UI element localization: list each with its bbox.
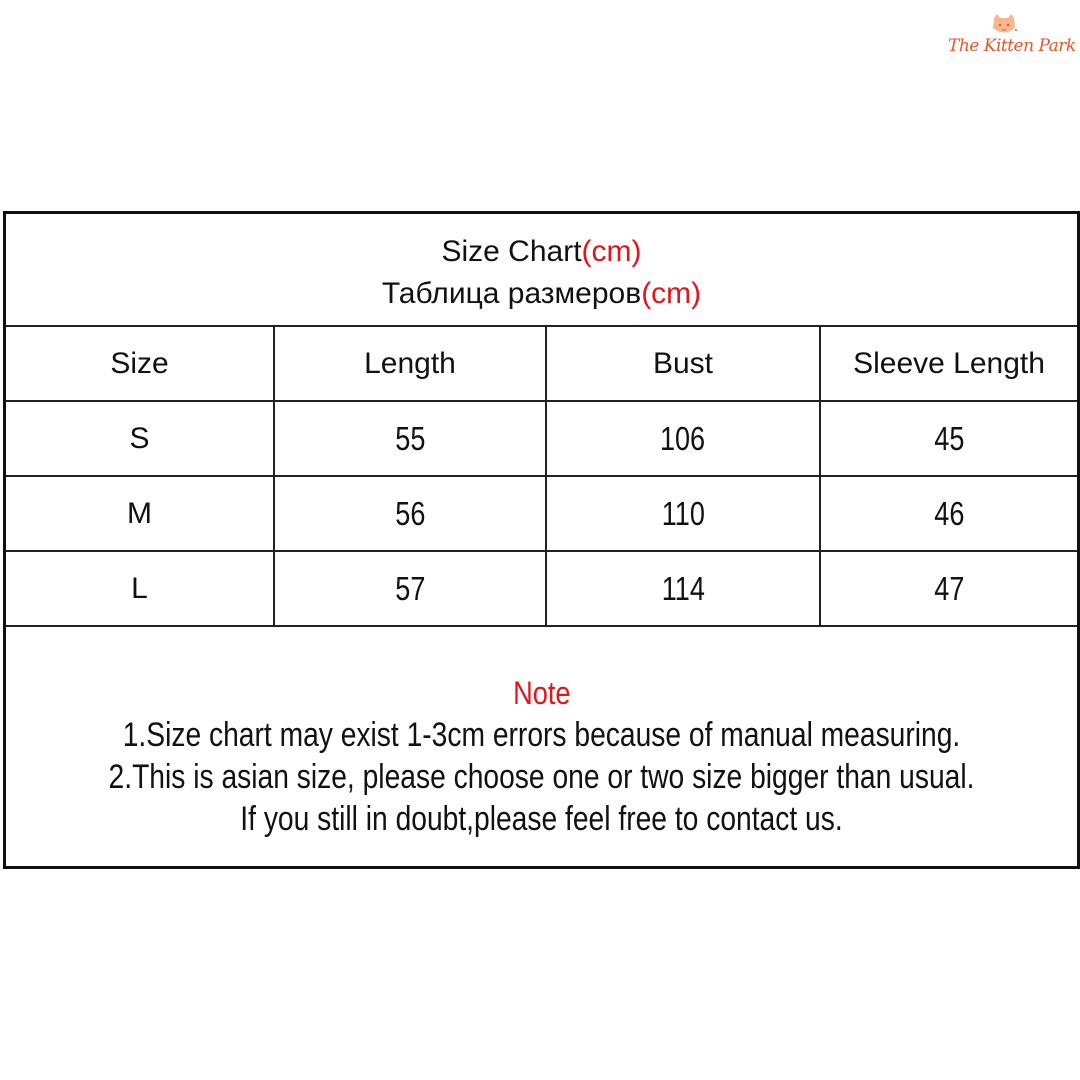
title-russian (6, 273, 1077, 315)
bust-cell (546, 551, 820, 626)
size-cell: S (6, 401, 274, 476)
bust-value: 114 (661, 569, 705, 607)
size-cell: M (6, 476, 274, 551)
chart-title (6, 214, 1077, 327)
length-cell (274, 401, 546, 476)
cat-face-icon (991, 14, 1017, 36)
column-header-size: Size (6, 327, 274, 401)
bust-cell (546, 401, 820, 476)
length-value: 57 (394, 569, 426, 607)
bust-value: 110 (661, 494, 705, 532)
column-header-sleeve-length: Sleeve Length (820, 327, 1077, 401)
title-english (6, 231, 1077, 273)
column-header-length: Length (274, 327, 546, 401)
brand-logo (948, 14, 1076, 66)
length-cell (274, 551, 546, 626)
sleeve-cell (820, 401, 1077, 476)
table-row (6, 551, 1077, 626)
brand-name: The Kitten Park (948, 36, 1076, 56)
note-title: Note (512, 675, 571, 711)
header-row (6, 327, 1077, 401)
sleeve-value: 45 (933, 419, 965, 457)
sleeve-value: 47 (933, 569, 965, 607)
length-value: 55 (394, 419, 426, 457)
table-row (6, 476, 1077, 551)
size-table (6, 327, 1077, 627)
length-value: 56 (394, 494, 426, 532)
note-section (6, 636, 1077, 866)
table-row (6, 401, 1077, 476)
sleeve-cell (820, 551, 1077, 626)
sleeve-cell (820, 476, 1077, 551)
note-line-2: 2.This is asian size, please choose one or two size bigger than usual. (108, 758, 975, 796)
bust-cell (546, 476, 820, 551)
title-en-text: Size Chart (441, 235, 582, 268)
unit-label: (cm) (641, 277, 702, 310)
size-cell: L (6, 551, 274, 626)
unit-label: (cm) (581, 235, 642, 268)
sleeve-value: 46 (933, 494, 965, 532)
column-header-bust: Bust (546, 327, 820, 401)
note-line-3: If you still in doubt,please feel free to contact us. (240, 800, 843, 838)
size-chart (3, 211, 1080, 869)
length-cell (274, 476, 546, 551)
bust-value: 106 (660, 419, 706, 457)
note-line-1: 1.Size chart may exist 1-3cm errors because of manual measuring. (122, 716, 961, 754)
title-ru-text: Таблица размеров (381, 277, 642, 310)
